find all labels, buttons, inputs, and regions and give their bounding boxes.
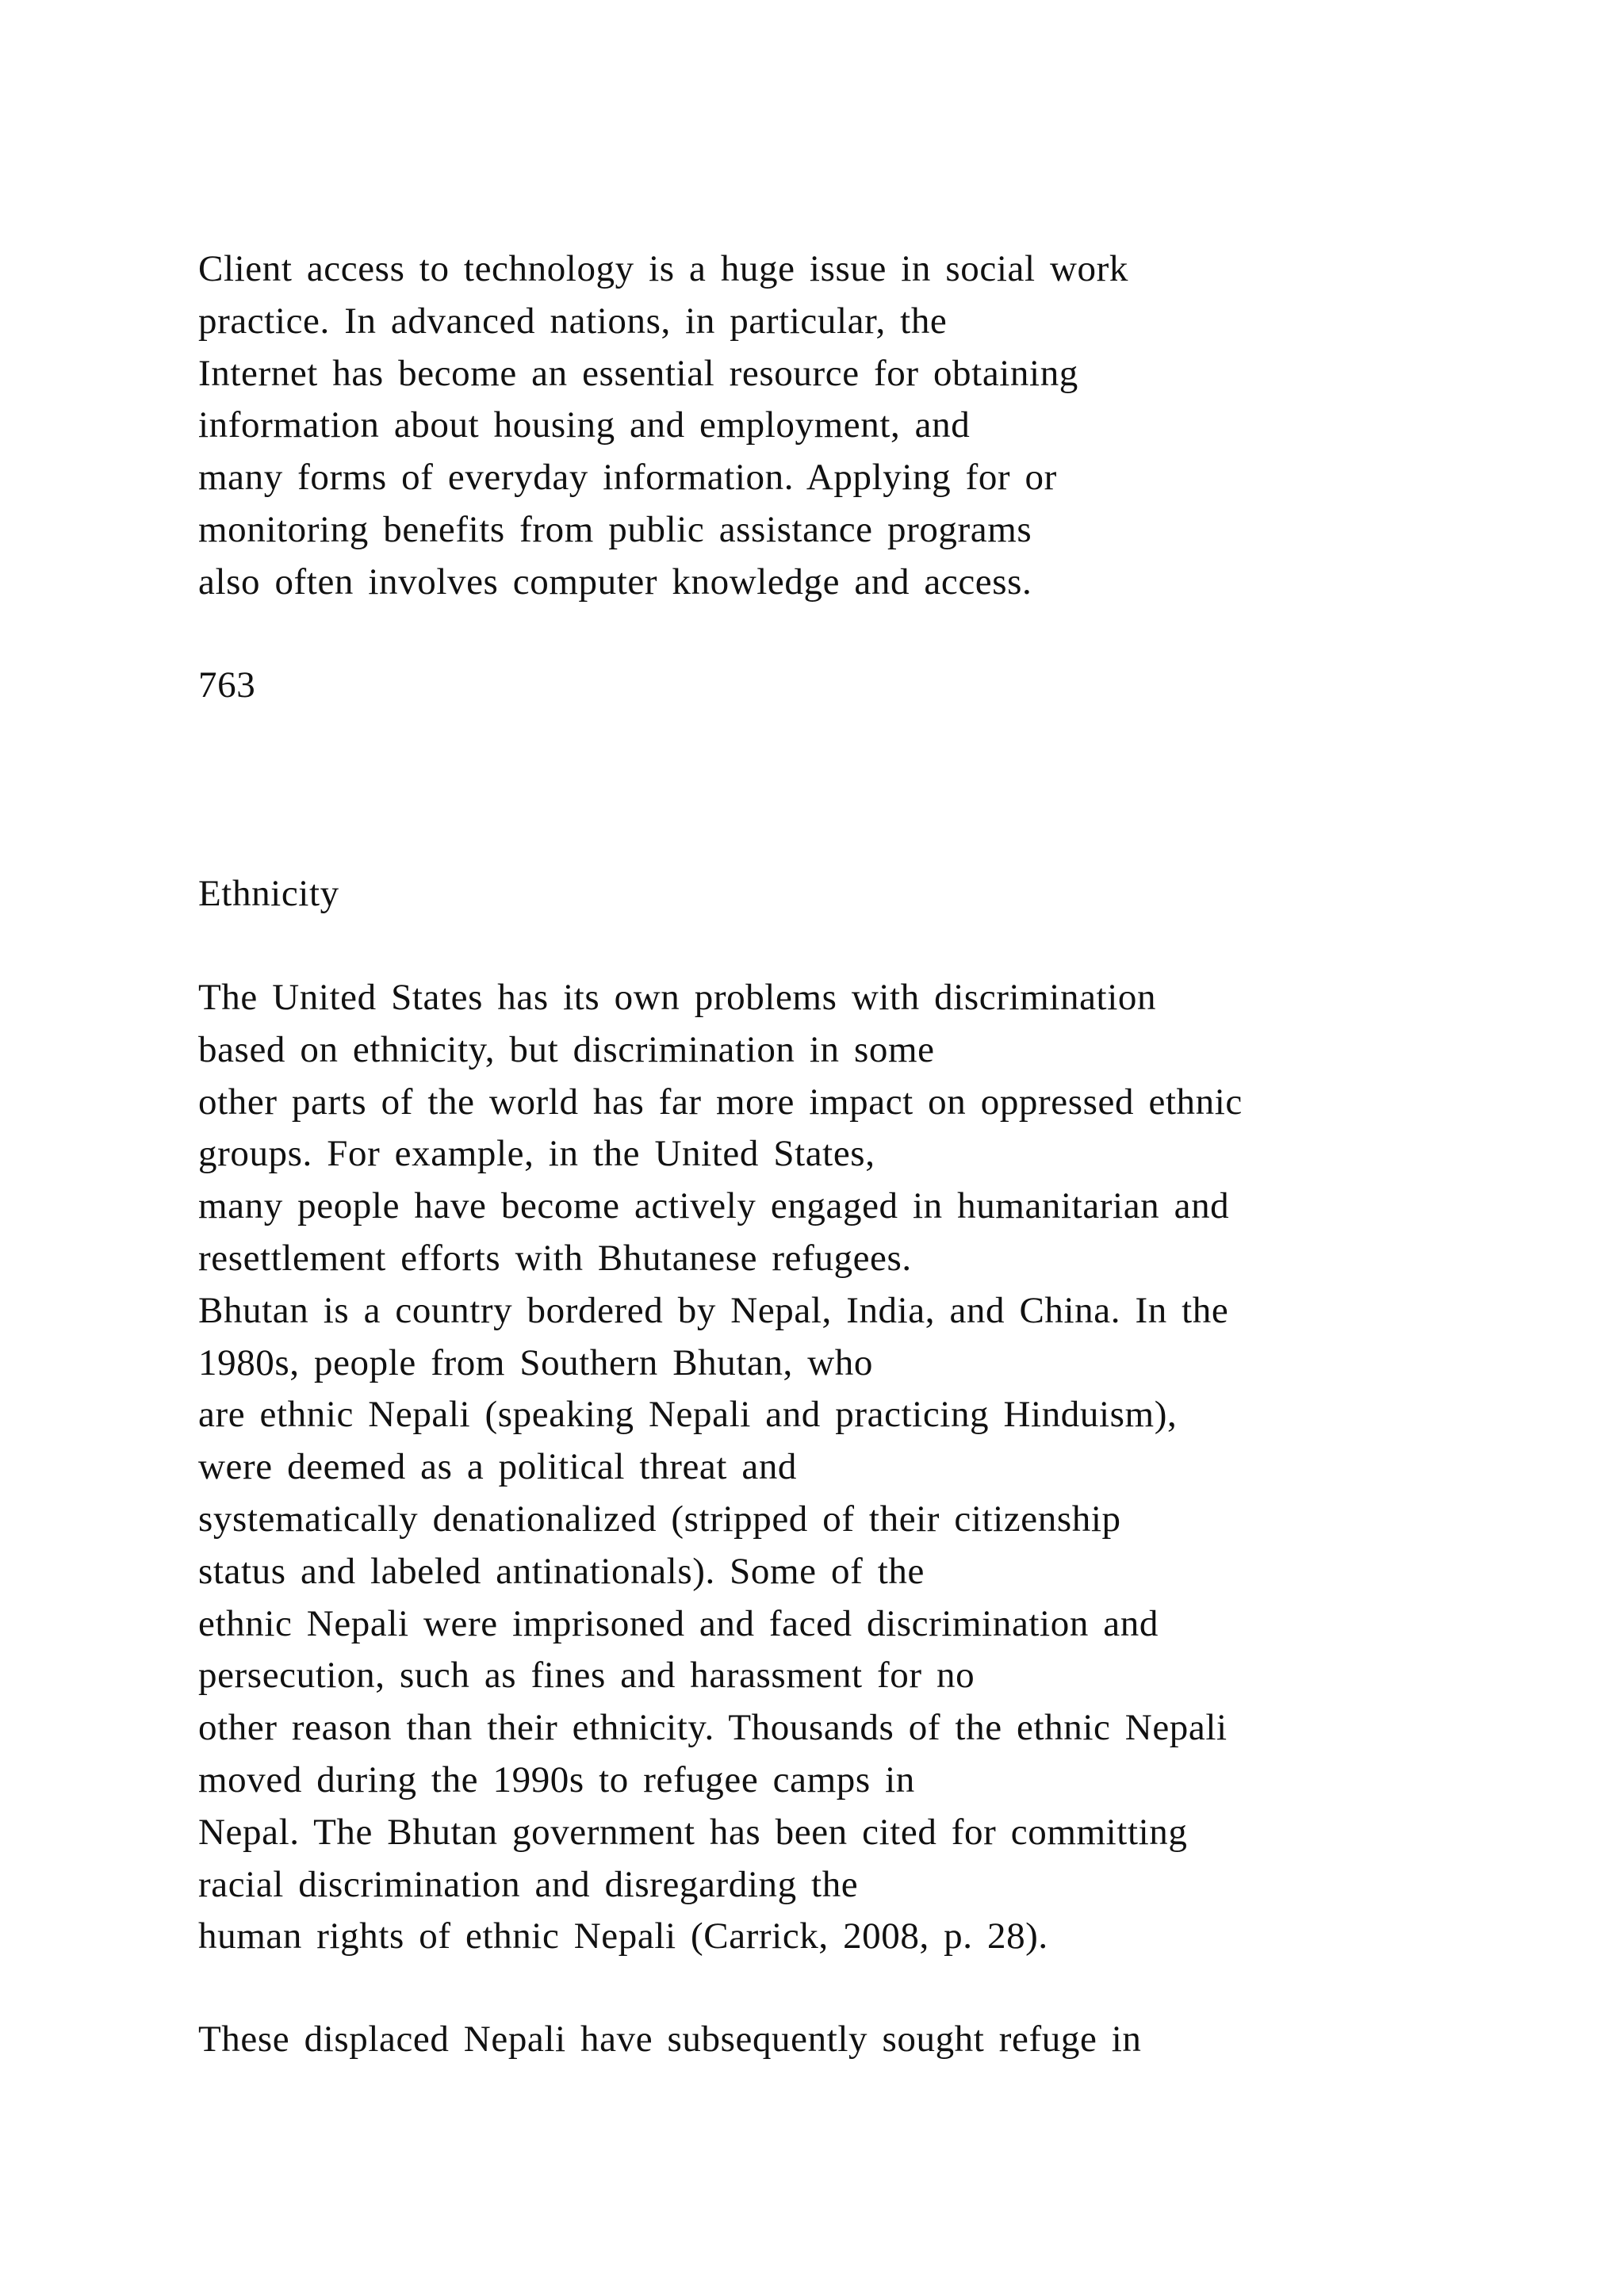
- text-line: based on ethnicity, but discrimination in some: [198, 1028, 935, 1070]
- text-line: The United States has its own problems with discrimination: [198, 977, 1157, 1018]
- text-line: practice. In advanced nations, in particular, the: [198, 300, 948, 342]
- text-line: also often involves computer knowledge and access.: [198, 561, 1032, 603]
- text-line: other parts of the world has far more impact on oppressed ethnic: [198, 1081, 1243, 1123]
- page-number: 763: [198, 664, 256, 706]
- text-line: systematically denationalized (stripped of their citizenship: [198, 1498, 1121, 1540]
- text-line: Internet has become an essential resource for obtaining: [198, 352, 1078, 394]
- text-line: were deemed as a political threat and: [198, 1446, 798, 1488]
- text-line: are ethnic Nepali (speaking Nepali and practicing Hinduism),: [198, 1394, 1178, 1436]
- text-line: groups. For example, in the United States,: [198, 1133, 875, 1175]
- text-line: persecution, such as fines and harassment for no: [198, 1655, 975, 1697]
- text-line: resettlement efforts with Bhutanese refugees.: [198, 1237, 912, 1279]
- text-line: Client access to technology is a huge issue in social work: [198, 248, 1128, 289]
- text-line: human rights of ethnic Nepali (Carrick, 2008, p. 28).: [198, 1915, 1048, 1957]
- paragraph-displaced-nepali: [198, 2014, 1546, 2066]
- text-line: 1980s, people from Southern Bhutan, who: [198, 1341, 873, 1383]
- text-line: Bhutan is a country bordered by Nepal, India, and China. In the: [198, 1289, 1229, 1331]
- text-line: other reason than their ethnicity. Thousands of the ethnic Nepali: [198, 1707, 1228, 1749]
- section-heading: Ethnicity: [198, 873, 339, 914]
- paragraph-client-access: [198, 243, 1546, 609]
- text-line: Nepal. The Bhutan government has been cited for committing: [198, 1811, 1188, 1853]
- text-line: many forms of everyday information. Applying for or: [198, 457, 1057, 499]
- text-line: ethnic Nepali were imprisoned and faced discrimination and: [198, 1602, 1159, 1644]
- paragraph-ethnicity: [198, 972, 1546, 1963]
- text-line: status and labeled antinationals). Some of the: [198, 1550, 925, 1592]
- text-line: information about housing and employment, and: [198, 404, 971, 446]
- text-line: many people have become actively engaged in humanitarian and: [198, 1185, 1230, 1227]
- text-line: racial discrimination and disregarding the: [198, 1863, 859, 1905]
- text-line: These displaced Nepali have subsequently sought refuge in: [198, 2019, 1142, 2060]
- text-line: monitoring benefits from public assistance programs: [198, 508, 1032, 550]
- text-line: moved during the 1990s to refugee camps in: [198, 1758, 915, 1800]
